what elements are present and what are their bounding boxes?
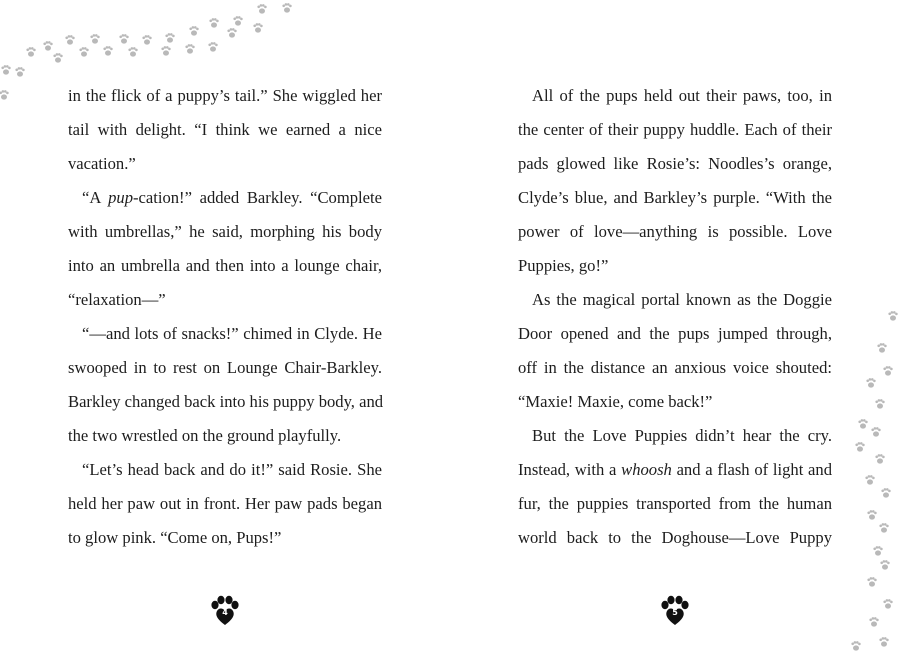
text-line: “Maxie! Maxie, come back!” [518,392,713,411]
text-line: Barkley changed back into his puppy body, and [68,392,384,411]
text-line: “A pup-cation!” added Barkley. “Complete [82,188,382,207]
page-number: 5 [672,608,678,617]
text-line: power of love—anything is possible. Love [518,222,832,241]
text-line: “relaxation—” [68,290,166,309]
page-number-badge [208,594,242,628]
text-line: “—and lots of snacks!” chimed in Clyde. He [82,324,382,343]
text-line: the center of their puppy huddle. Each of their [518,120,832,139]
page-number-badge [658,594,692,628]
text-line: into an umbrella and then into a lounge chair, [68,256,382,275]
text-line: off in the distance an anxious voice shouted: [518,358,832,377]
text-line: in the flick of a puppy’s tail.” She wiggled her [68,86,382,105]
text-line: with umbrellas,” he said, morphing his body [68,222,382,241]
text-line: But the Love Puppies didn’t hear the cry. [532,426,832,445]
text-line: the two wrestled on the ground playfully. [68,426,342,445]
right-page [450,0,900,654]
text-line: tail with delight. “I think we earned a nice [68,120,382,139]
text-line: As the magical portal known as the Doggie [532,290,832,309]
text-line: Clyde’s blue, and Barkley’s purple. “With the [518,188,832,207]
text-line: held her paw out in front. Her paw pads began [68,494,382,513]
text-line: All of the pups held out their paws, too, in [532,86,832,105]
text-line: to glow pink. “Come on, Pups!” [68,528,282,547]
text-line: world back to the Doghouse—Love Puppy [518,528,832,547]
page-number: 4 [222,608,228,617]
text-line: swooped in to rest on Lounge Chair-Barkley. [68,358,382,377]
text-line: Puppies, go!” [518,256,609,275]
text-line: Instead, with a whoosh and a flash of light and [518,460,832,479]
text-line: fur, the puppies transported from the human [518,494,832,513]
text-line: Door opened and the pups jumped through, [518,324,832,343]
text-line: pads glowed like Rosie’s: Noodles’s orange, [518,154,832,173]
text-line: vacation.” [68,154,136,173]
text-line: “Let’s head back and do it!” said Rosie. She [82,460,382,479]
